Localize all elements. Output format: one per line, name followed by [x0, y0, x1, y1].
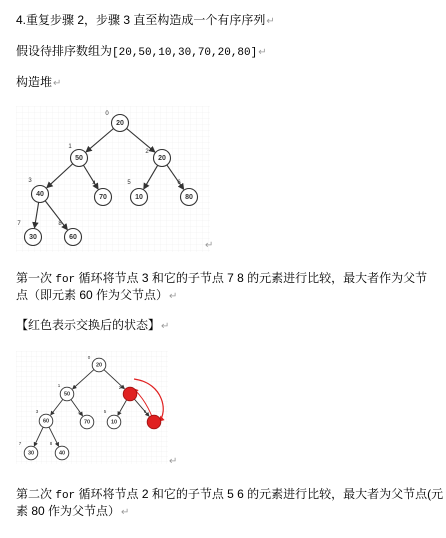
- heap-node-circle: [147, 415, 161, 429]
- heap-figure-1: [16, 106, 210, 252]
- heap-node-value: 20: [116, 120, 124, 127]
- heap-node-index: 4: [92, 181, 96, 187]
- heap-node-index: 6: [177, 180, 181, 186]
- grid-background: [16, 351, 168, 464]
- paragraph-first-loop: [16, 271, 436, 304]
- heap-node-value: 30: [27, 450, 35, 457]
- heap-node-index: 7: [17, 221, 21, 227]
- heap-node-index: 1: [57, 383, 61, 388]
- para2-for-keyword: for: [55, 490, 76, 502]
- para2-body: 循环将节点 2 和它的子节点 5 6 的元素进行比较，最大者为父节点(元素 80 作为父节点）: [16, 487, 444, 518]
- heap-node-value: 40: [36, 191, 44, 198]
- heap-node-value: 60: [69, 234, 77, 241]
- heap-node-value: 70: [83, 419, 91, 426]
- state-label-line: [16, 318, 440, 334]
- heap-node-index: 3: [28, 178, 32, 184]
- heap-node-value: 50: [63, 391, 71, 398]
- heap-node-value: 20: [95, 362, 103, 369]
- paragraph-second-loop: [16, 487, 444, 520]
- heap-node-index: 2: [145, 149, 149, 155]
- return-mark: ↵: [258, 47, 267, 58]
- return-mark: ↵: [161, 321, 170, 332]
- heap-node-index: 3: [35, 409, 39, 414]
- step-heading-text: 4.重复步骤 2，步骤 3 直至构造成一个有序序列: [16, 13, 266, 27]
- build-heap-text: 构造堆: [16, 75, 53, 89]
- heap-node-index: 5: [127, 180, 131, 186]
- return-mark: ↵: [53, 78, 62, 89]
- assume-array: [20,50,10,30,70,20,80]: [112, 47, 258, 59]
- state-label: 【红色表示交换后的状态】: [16, 318, 161, 332]
- assume-prefix: 假设待排序数组为: [16, 44, 113, 58]
- heap-node-index: 1: [68, 144, 72, 150]
- para1-body: 循环将节点 3 和它的子节点 7 8 的元素进行比较，最大者作为父节点（即元素 60 作为父节点）: [16, 271, 428, 302]
- heap-node-value: 70: [99, 194, 107, 201]
- heap-node-index: 6: [143, 409, 147, 414]
- return-mark: ↵: [169, 456, 178, 467]
- heap-node-value: 40: [58, 450, 66, 457]
- heap-node-value: 10: [110, 419, 118, 426]
- heap-node-value: 10: [135, 194, 143, 201]
- heap-node-index: 8: [58, 221, 62, 227]
- heap-node-value: 60: [42, 418, 50, 425]
- heap-node-value: 30: [29, 234, 37, 241]
- assume-line: [16, 44, 440, 61]
- heap-node-circle: [123, 387, 137, 401]
- heap-figure-2: [16, 351, 168, 464]
- para1-for-keyword: for: [55, 274, 76, 286]
- return-mark: ↵: [266, 16, 275, 27]
- heap-node-index: 2: [118, 385, 122, 390]
- heap-node-index: 7: [18, 441, 22, 446]
- step-heading: [16, 13, 440, 29]
- heap-node-index: 5: [103, 409, 107, 414]
- heap-node-value: 80: [185, 194, 193, 201]
- heap-node-value: 50: [75, 155, 83, 162]
- return-mark: ↵: [169, 291, 178, 302]
- heap-node-index: 8: [49, 441, 53, 446]
- heap-node-index: 0: [105, 111, 109, 117]
- build-heap-line: [16, 75, 440, 91]
- heap-node-index: 0: [87, 355, 91, 360]
- heap-node-index: 4: [77, 410, 81, 415]
- return-mark: ↵: [121, 507, 130, 518]
- para2-prefix: 第二次: [16, 487, 56, 501]
- heap-node-value: 20: [158, 155, 166, 162]
- para1-prefix: 第一次: [16, 271, 56, 285]
- return-mark: ↵: [205, 240, 214, 251]
